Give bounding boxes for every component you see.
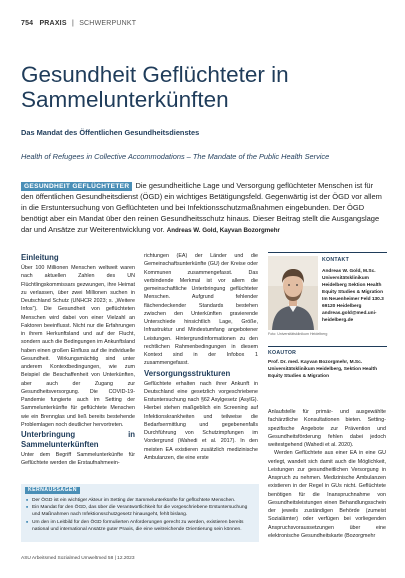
contact-affiliation: Universitätsklinikum Heidelberg Sektion Health Equity Studies & Migration [322, 276, 384, 295]
topic-label: SCHWERPUNKT [79, 20, 137, 27]
lead-text: Die gesundheitliche Lage und Versorgung geflüchteter Menschen ist für den öffentlichen Gesundheitsdienst (ÖGD) ein wichtiges Betätigungsfeld. Gegenwärtig ist der ÖGD vor allem in die Erstuntersuchung von Geflüchteten und bei Infektionsschutzmaßnahmen eingebunden. Der ÖGD benötigt aber ein Mandat über den reinen Gesundheitsschutz hinaus. Dieser Beitrag stellt die Ausgangslage dar und Ansätze zur Weiterentwicklung vor. [21, 181, 382, 234]
column-1 [21, 252, 135, 468]
heading-accommodation: Unterbringung in Sammelunterkünften [21, 430, 135, 449]
photo-credit: Foto: Universitätsklinikum Heidelberg [268, 332, 328, 336]
article-subtitle: Das Mandat des Öffentlichen Gesundheitsdienstes [21, 128, 200, 137]
coauthor-rule [268, 346, 387, 347]
article-title: Gesundheit Geflüchteter in Sammelunterkünften [21, 62, 289, 112]
author-photo [268, 256, 318, 330]
column-3 [268, 408, 386, 540]
contact-email[interactable]: andreas.gold@med.uni-heidelberg.de [322, 311, 377, 323]
key-message-item: ■ Um den im Leitbild für den ÖGD formulierten Anforderungen gerecht zu werden, existieren bereits national und international Ansätze guter Praxis, die eine weitreichende Orientierung sein können. [26, 519, 254, 533]
lead-paragraph [21, 180, 387, 236]
heading-care-structures: Versorgungsstrukturen [144, 368, 231, 378]
coauthor-details: Prof. Dr. med. Kayvan Bozorgmehr, M.Sc. Universitätsklinikum Heidelberg, Sektion Health Equity Studies & Migration [268, 360, 378, 379]
page-number: 754 [21, 20, 34, 27]
paragraph-care-cont: Anlaufstelle für primär- und ausgewählte fachärztliche Konsultationen bieten. Setting-spezifische Angebote zur Prävention und Gesundheitsförderung fehlen dabei jedoch weitestgehend (Wahedi et al. 2020). [268, 409, 386, 448]
author-portrait-image [268, 256, 318, 330]
paragraph-introduction: Über 100 Millionen Menschen weltweit waren nach aktuellen Zahlen des UN Flüchtlingskommissars gezwungen, ihre Heimat zu verlassen, über zwei Millionen suchen in Deutschland Schutz (UNHCR 2023; s. „Weitere Infos“). Die Gesundheit von geflüchteten Menschen wird dabei von einer Vielzahl an Faktoren beeinflusst. Nicht nur die Erfahrungen in ihrem Herkunftsland und auf der Flucht, sondern auch die Bedingungen im Ankunftsland haben einen großen Einfluss auf die individuelle Gesundheit. Wirkungsmächtig sind unter anderem Kontextbedingungen, wie zum Beispiel die Beschaffenheit von Unterkünften, aber auch der Zugang zur Gesundheitsversorgung. Die COVID-19-Pandemie fungierte auch im Setting der Sammelunterkünfte für geflüchtete Menschen wie ein Brennglas und ließ bereits bestehende Problemlagen noch deutlicher hervortreten. [21, 265, 135, 428]
key-messages-tag: KERNAUSSAGEN [25, 487, 80, 494]
lead-tag: GESUNDHEIT GEFLÜCHTETER [21, 182, 132, 191]
key-message-item: ■ Der ÖGD ist ein wichtiger Akteur im Setting der Sammelunterkünfte für geflüchtete Menschen. [26, 497, 254, 504]
paragraph-gu-care: Werden Geflüchtete aus einer EA in eine GU verlegt, wandelt sich damit auch die Möglichkeit, Leistungen zur gesundheitlichen Versorgung in Anspruch zu nehmen. Medizinische Ambulanzen existieren in der Regel in GUs nicht. Geflüchtete benötigen für die Inanspruchnahme von Gesundheitsleistungen einen Behandlungsschein der jeweils zuständigen Behörde (zumeist Sozialämter) oder verfügen bei vorliegenden Anspruchsvoraussetzungen über eine elektronische Gesundheitskarte (Bozorgmehr [268, 450, 386, 539]
paragraph-accommodation-cont: richtungen (EA) der Länder und die Gemeinschaftsunterkünfte (GU) der Kreise oder Kommunen zusammengefasst. Das verbindende Merkmal ist vor allem die gemeinschaftliche Unterbringung geflüchteter Menschen. Aufgrund fehlender flächendeckender Standards bestehen zwischen den Unterkünften gravierende Unterschiede hinsichtlich Lage, Größe, Infrastruktur und Mindestumfang angebotener Leistungen. Hintergrundinformationen zu den rechtlichen Rahmenbedingungen in diesem Kontext sind in der Infobox 1 zusammengefasst. [144, 253, 258, 367]
contact-rule [268, 252, 387, 253]
coauthor-label: KOAUTOR [268, 350, 297, 356]
key-messages-list [26, 497, 254, 533]
key-messages-box [21, 484, 259, 542]
key-message-item: ■ Ein Mandat für den ÖGD, das über die Verantwortlichkeit für die vorgeschriebene Erstuntersuchung und Maßnahmen nach Infektionsschutzgesetz hinausgeht, fehlt bislang. [26, 504, 254, 518]
section-label: PRAXIS [39, 20, 67, 27]
lead-authors: Andreas W. Gold, Kayvan Bozorgmehr [166, 227, 280, 234]
english-title: Health of Refugees in Collective Accommodations – The Mandate of the Public Health Service [21, 152, 330, 161]
section-separator: | [71, 20, 75, 27]
contact-box [268, 252, 387, 338]
page-footer: ASU Arbeitsmed Sozialmed Umweltmed 58 | 12.2023 [21, 556, 135, 561]
running-head [21, 20, 136, 27]
paragraph-accommodation: Unter dem Begriff Sammelunterkünfte für Geflüchtete werden die Erstaufnahmeein- [21, 452, 135, 467]
contact-label: KONTAKT [322, 257, 350, 263]
column-2 [144, 252, 258, 462]
heading-introduction: Einleitung [21, 253, 59, 262]
coauthor-box [268, 346, 387, 398]
contact-name: Andreas W. Gold, M.Sc. [322, 269, 376, 274]
contact-details [322, 268, 386, 324]
contact-address: Im Neuenheimer Feld 130.3 69120 Heidelberg [322, 297, 384, 309]
paragraph-care-structures: Geflüchtete erhalten nach ihrer Ankunft in Deutschland eine gesetzlich vorgeschriebene Erstuntersuchung nach §62 Asylgesetz (AsylG). Hierbei stehen maßgeblich ein Screening auf Infektionskrankheiten und teilweise die Bedarfsermittlung und gegebenenfalls Durchführung von Schutzimpfungen im Vordergrund (Wahedi et al. 2017). In den meisten EA existieren zusätzlich medizinische Ambulanzen, die eine erste [144, 380, 258, 461]
